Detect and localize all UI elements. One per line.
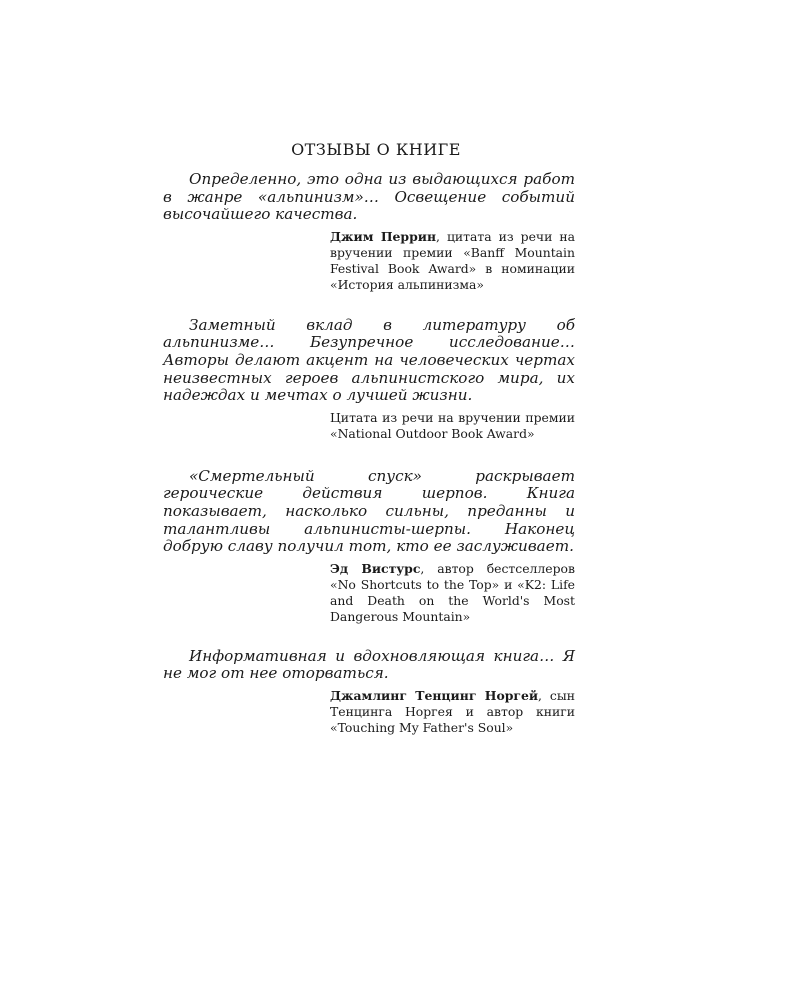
review-quote: Заметный вклад в литературу об альпинизме… Безупречное исследование… Авторы делают акцент на человеческих чертах неизвестных героев альпинистского мира, их надеждах и мечтах о лучшей жизни.: [163, 315, 575, 405]
review-attribution: [330, 688, 575, 736]
review-quote: «Смертельный спуск» раскрывает героические действия шерпов. Книга показывает, насколько сильны, преданны и талантливы альпинисты-шерпы. Наконец добрую славу получил тот, кто ее заслуживает.: [163, 466, 575, 556]
review-quote: Информативная и вдохновляющая книга… Я не мог от нее оторваться.: [163, 646, 575, 683]
review-attribution-text: , сын Тенцинга Норгея и автор книги «Touching My Father's Soul»: [330, 687, 575, 735]
review-attribution-text: Цитата из речи на вручении премии «National Outdoor Book Award»: [330, 409, 575, 441]
review-quote: Определенно, это одна из выдающихся работ в жанре «альпинизм»… Освещение событий высочайшего качества.: [163, 170, 575, 224]
review-item: [163, 171, 575, 293]
review-item: [163, 648, 575, 736]
review-item: [163, 317, 575, 442]
page-title: ОТЗЫВЫ О КНИГЕ: [291, 140, 461, 159]
review-item: [163, 468, 575, 625]
review-attribution: [330, 410, 575, 442]
review-attribution-text: , цитата из речи на вручении премии «Banff Mountain Festival Book Award» в номинации «История альпинизма»: [330, 228, 576, 292]
review-author: Джамлинг Тенцинг Норгей: [330, 687, 539, 703]
review-author: Джим Перрин: [330, 228, 437, 244]
review-attribution-text: , автор бестселлеров «No Shortcuts to the Top» и «K2: Life and Death on the World's Most Dangerous Mountain»: [330, 560, 575, 624]
review-author: Эд Вистурс: [330, 560, 421, 576]
review-attribution: [330, 229, 575, 293]
review-attribution: [330, 561, 575, 625]
page-content: [163, 140, 575, 758]
